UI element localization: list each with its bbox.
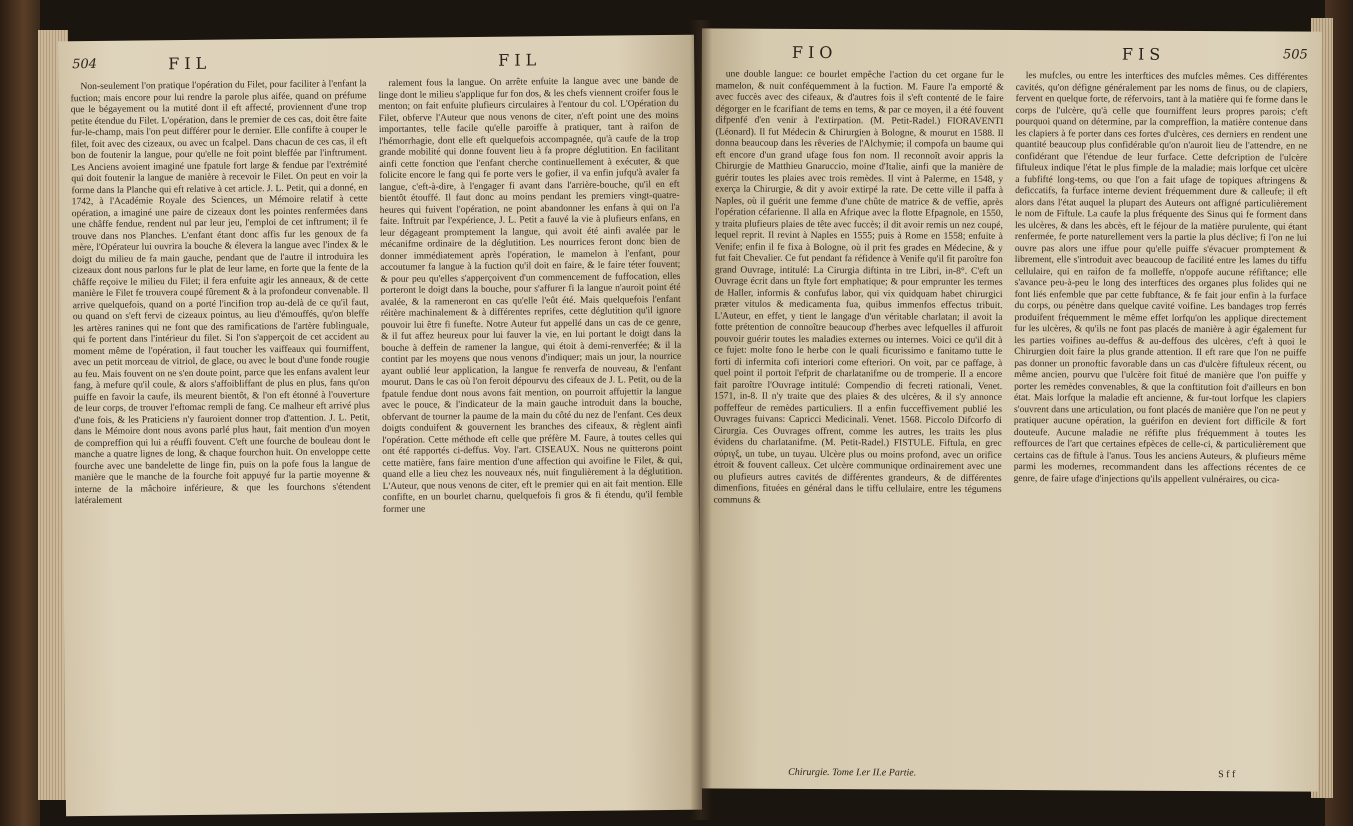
- page-number-right: 505: [1282, 47, 1308, 63]
- text-column-1: [70, 78, 374, 811]
- running-head-right-2: FIS: [1121, 44, 1166, 64]
- running-head-right: FIO: [791, 42, 838, 63]
- running-head-left-2: FIL: [498, 50, 542, 70]
- footer-title: Chirurgie. Tome I.er II.e Partie.: [788, 766, 917, 779]
- left-page: [58, 35, 702, 817]
- paragraph: une double langue: ce bourlet empêche l'action du cet organe fur le mamelon, & nuit conféquemment à la fuction. M. Faure l'a emporté & avec fuccès avec des cifeaux, & d'autres fois il s'eft contenté de le faire dégorger en le fcarifiant de tems en tems, & par ce moyen, il a été fouvent difpenfé d'en venir à l'extirpation. (M. Petit-Radel.) FIORAVENTI (Léonard). Il fut Médecin & Chirurgien à Bologne, & mourut en 1588. Il donna beaucoup dans les rêveries de l'Alchymie; il compofa un baume qui eft encore d'un grand ufage fous fon nom. Il reconnoît avoir appris la Chirurgie de Matthieu Gnaruccio, moine d'Italie, ainfi que la manière de guérir toutes les plaies avec trois remèdes. Il vint à Palerme, en 1548, y exerça la Chirurgie, & dit y avoir extirpé la rate. De cette ville il paffa à Naples, où il guérit une femme d'une chûte de matrice & de veffie, après l'opération céfarienne. Il alla en Afrique avec la flotte Efpagnole, en 1550, y traita plufieurs plaies de tête avec fuccès; il dit avoir remis un nez coupé, lequel reprit. Il revint à Naples en 1555; puis à Rome en 1558; enfuite à Venife; enfin il fe fixa à Bologne, où il prit fes grades en Médecine, & y fut fait Chevalier. Ce fut pendant fa réfidence à Venife qu'il fit paroître fon grand Ouvrage, intitulé: La Cirurgia diftinta in tre Libri, in-8°. C'eft un Ouvrage écrit dans un ftyle fort emphatique; & pour emprunter les termes de Haller, informis & confufus labor, qui vix quidquam habet chirurgici præter vitulos & medicamenta fua, quibus immenfos effectus tribuit. L'Auteur, en effet, y tient le langage d'un véritable charlatan; il avoit la fotte prétention de connoître beaucoup d'herbes avec lefquelles il affuroit pouvoir guérir toutes les maladies externes ou internes. Voici ce qu'il dit à ce fujet: molte fono le herbe con le quali ficurissimo e fanitamo tutte le forti di infermita cofi interiori come efteriori. On voit, par ce paffage, à quel point il portoit l'efprit de charlatanifme ou de tromperie. Il a encore fait paroître l'Ouvrage intitulé: Compendio di fecreti rationali, Venet. 1571, in-8. Il n'y traite que des plaies & des ulcères, & il s'y annonce poffeffeur de remèdes particuliers. Il a enfin fucceffivement publié les Ouvrages fuivans: Capricci Medicinali. Venet. 1568. Piccolo Difcorfo di Cirurgia. Ces Ouvrages offrent, comme les autres, les traits les plus évidens du charlatanifme. (M. Petit-Radel.) FISTULE. Fiftula, en grec σύριγξ, un tube, un tuyau. Ulcère plus ou moins profond, avec un orifice étroit & fouvent calleux. Cet ulcère communique ordinairement avec une ou plufieurs autres cavités de différentes grandeurs, & de différentes dimenfions, fituées en général dans le tiffu cellulaire, entre les tégumens communs &: [713, 68, 1004, 506]
- text-column-2: [378, 75, 686, 808]
- paragraph: les mufcles, ou entre les interftices des mufcles mêmes. Ces différentes cavités, qu'on défigne généralement par les noms de finus, ou de clapiers, fervent en quelque forte, de réfervoirs, tant à la matière qui fe forme dans le corps de l'ulcère, qu'à celle que fourniffent leurs propres parois; c'eft pourquoi quand on détermine, par la compreffion, la matière contenue dans les clapiers à fe porter dans ces fortes d'ulcères, ces derniers en rendent une quantité beaucoup plus confidérable qu'on n'auroit lieu de l'attendre, en ne confidérant que l'étendue de leur furface. Cette defcription de l'ulcère fiftuleux indique l'état le plus fimple de la maladie; mais lorfque cet ulcère a fubfifté long-tems, ou que l'on a fait ufage de topiques aftringens & deficcatifs, fa furface interne devient fréquemment dure & calleufe; il eft alors dans l'état auquel la plupart des Auteurs ont affigné particulièrement le nom de Fiftule. La caufe la plus fréquente des Sinus qui fe forment dans les ulcères, & dans les abcès, eft le féjour de la matière purulente, qui étant renfermée, fe porte naturellement vers la partie la plus déclive; fi l'on ne lui ouvre pas alors une iffue pour qu'elle puiffe s'évacuer promptement & librement, elle s'introduit avec beaucoup de facilité entre les lames du tiffu cellulaire, qui en raifon de fa molleffe, n'oppofe aucune réfiftance; elle s'avance peu-à-peu le long des interftices des organes plus folides qui ne font liés enfemble que par cette fubftance, & fe fait jour enfin à la furface du corps, ou pénètre dans quelque cavité voifine. Les bandages trop ferrés produifent fréquemment le même effet lorfqu'on les applique directement fur les ulcères, & qu'ils ne font pas placés de manière à agir également fur les parties voifines au-deffus & au-deffous des ulcères, c'eft à quoi le Chirurgien doit faire la plus grande attention. Il eft rare que l'on ne puiffe pas donner un pronoftic favorable dans un cas d'ulcère fiftuleux récent, ou même ancien, pourvu que l'ulcère foit fitué de manière que l'on puiffe y porter les remèdes convenables, & que la conftitution foit d'ailleurs en bon état. Mais lorfque la maladie eft ancienne, & fur-tout lorfque les clapiers s'ouvrent dans une articulation, ou font placés de manière que l'on ne peut y pratiquer aucune opération, la guérifon en devient fort difficile & fort douteufe. Aucune maladie ne réfifte plus fréquemment à toutes les reffources de l'art que certaines efpèces de celle-ci, & particulièrement que certains cas de fiftule à l'anus. Tous les anciens Auteurs, & plufieurs même parmi les modernes, recommandent dans les affections récentes de ce genre, de faire ufage d'injections qu'ils appellent vulnéraires, ou cica-: [1013, 70, 1308, 485]
- text-column-4: [1012, 70, 1308, 762]
- right-page: [698, 28, 1322, 791]
- signature-mark: S f f: [1218, 769, 1236, 781]
- paragraph: Non-seulement l'on pratique l'opération du Filet, pour faciliter à l'enfant la fuction; mais encore pour lui rendre la parole plus aifée, quand on préfume que le bégayement ou la mutité dont il eft affecté, proviennent d'une trop petite étendue du Filet. L'opération, dans le premier de ces cas, doit être faite fur-le-champ, mais l'on peut différer pour le dernier. Elle confifte à couper le filet, foit avec des cizeaux, ou avec un fcalpel. Dans chacun de ces cas, il eft bon de foutenir la langue, pour qu'elle ne foit point bleffée par l'inftrument. Les Anciens avoient imaginé une fpatule fort large & fendue par l'extrémité qui doit foutenir la langue de manière à recevoir le Filet. On peut en voir la forme dans la Planche qui eft relative à cet article. J. L. Petit, qui a donné, en 1742, à l'Académie Royale des Sciences, un Mémoire relatif à cette opération, a imaginé une paire de cizeaux dont les pointes renfermées dans une châffe fendue, rendent nul par leur jeu, l'emploi de cet inftrument; il fe trouve dans nos Planches. L'enfant étant donc affis fur les genoux de fa mère, l'Opérateur lui ouvrira la bouche & élevera la langue avec l'index & le doigt du milieu de fa main gauche, pendant que de l'autre il introduira les cizeaux dont nous parlons fur le plat de leur lame, en forte que la fente de la châffe reçoive le milieu du Filet; il fera enfuite agir les anneaux, & de cette manière le Filet fe trouvera coupé fûrement & à la profondeur convenable. Il arrive quelquefois, quand on a porté l'incifion trop au-delà de ce qu'il faut, ou quand on s'eft fervi de cizeaux pointus, au lieu d'émouffés, qu'on bleffe les artères ranines qui ne font que des ramifications de l'artère fublinguale, qui fe portent dans l'intérieur du filet. Si l'on s'apperçoit de cet accident au moment même de l'opération, il faut toucher les vaiffeaux qui fourniffent, avec un petit morceau de vitriol, de glace, ou avec le bout d'une fonde rougie au feu. Mais fouvent on ne s'en doute point, parce que les enfans avalent leur fang, à mefure qu'il coule, & alors s'affoibliffant de plus en plus, fans qu'on puiffe en favoir la caufe, ils meurent bientôt, & l'on eft étonné à l'ouverture de leur corps, de trouver l'eftomac rempli de fang. Ce malheur eft arrivé plus d'une fois, & les Praticiens n'y fauroient donner trop d'attention. J. L. Petit, dans le Mémoire dont nous avons parlé plus haut, fait mention d'un moyen de compreffion qui lui a réuffi fouvent. C'eft une fourche de bouleau dont le manche a quatre lignes de long, & chaque fourchon huit. On enveloppe cette fourche avec une bandelette de linge fin, puis on la pofe fous la langue de manière que le manche de la fourche foit appuyé fur la partie moyenne & interne de la mâchoire inférieure, & que les fourchons s'étendent latéralement: [70, 78, 371, 507]
- book-gutter: [690, 20, 712, 820]
- running-head-left: FIL: [168, 53, 212, 74]
- paragraph: ralement fous la langue. On arrête enfuite la langue avec une bande de linge dont le milieu s'applique fur fon dos, & les chefs viennent croifer fous le menton; on fait enfuite plufieurs circulaires à l'entour du col. L'Opération du Filet, obferve l'Auteur que nous venons de citer, n'eft point une des moins importantes, telle facile qu'elle paroiffe à pratiquer, tant à raifon de l'hémorrhagie, dont elle eft quelquefois accompagnée, qu'à caufe de la trop grande mobilité qui donne fouvent lieu à fa propre déglutition. En facilitant ainfi cette fonction que l'enfant cherche continuellement à exécuter, & que folicite encore le fang qui fe porte vers le gofier, il va enfin jufqu'à avaler fa langue, c'eft-à-dire, à l'engager fi avant dans l'arrière-bouche, qu'il en eft bientôt étouffé. Il faut donc au moins pendant les premiers vingt-quatre-heures qui fuivent l'opération, ne point abandonner les enfans à qui on l'a faite. Inftruit par l'expérience, J. L. Petit a fauvé la vie à plufieurs enfans, en leur dégageant promptement la langue, qui avoit été ainfi avalée par le mécanifme ordinaire de la déglutition. Les nourrices feront donc bien de donner immédiatement après l'opération, le mamelon à l'enfant, pour accoutumer fa langue à la fuction qu'il doit en faire, & le faire téter fouvent; & pour peu qu'elles s'apperçoivent d'un commencement de fuffocation, elles porteront le doigt dans la bouche, pour s'affurer fi la langue n'auroit point été avalée, & la rameneront en cas qu'elle l'eût été. Mais quelquefois l'enfant réitère machinalement & à différentes reprifes, cette déglutition qu'il ignore pouvoir lui être fi funefte. Notre Auteur fut appellé dans un cas de ce genre, & il fut affez heureux pour lui fauver la vie, en lui portant le doigt dans la bouche à deffein de ramener la langue, qui étoit à demi-renverfée; & il la contint par les moyens que nous venons d'indiquer; mais un jour, la nourrice ayant oublié leur application, la langue fe renverfa de nouveau, & l'enfant mourut. Dans le cas où l'on feroit dépourvu des cifeaux de J. L. Petit, ou de la fpatule fendue dont nous avons fait mention, on pourroit affujettir la langue avec le pouce, & l'indicateur de la main gauche introduit dans la bouche, obfervant de tourner la paume de la main du côté du nez de l'enfant. Ces deux doigts conduifent & gouvernent les branches des cifeaux, & règlent ainfi l'opération. Cette méthode eft celle que préfère M. Faure, à toutes celles qui ont été rapportés ci-deffus. Voy. l'art. CISEAUX. Nous ne quitterons point cette matière, fans faire mention d'une affection qui avoifine le Filet, & qui, quand elle a lieu chez les nouveaux nés, nuit fingulièrement à la déglutition. L'Auteur, que nous venons de citer, eft le premier qui en ait fait mention. Elle confifte, en un bourlet charnu, quelquefois fi gros & fi étendu, qu'il femble former une: [378, 74, 683, 515]
- book-cover-left: [0, 0, 40, 826]
- page-number-left: 504: [72, 56, 98, 73]
- text-column-3: [712, 68, 1004, 759]
